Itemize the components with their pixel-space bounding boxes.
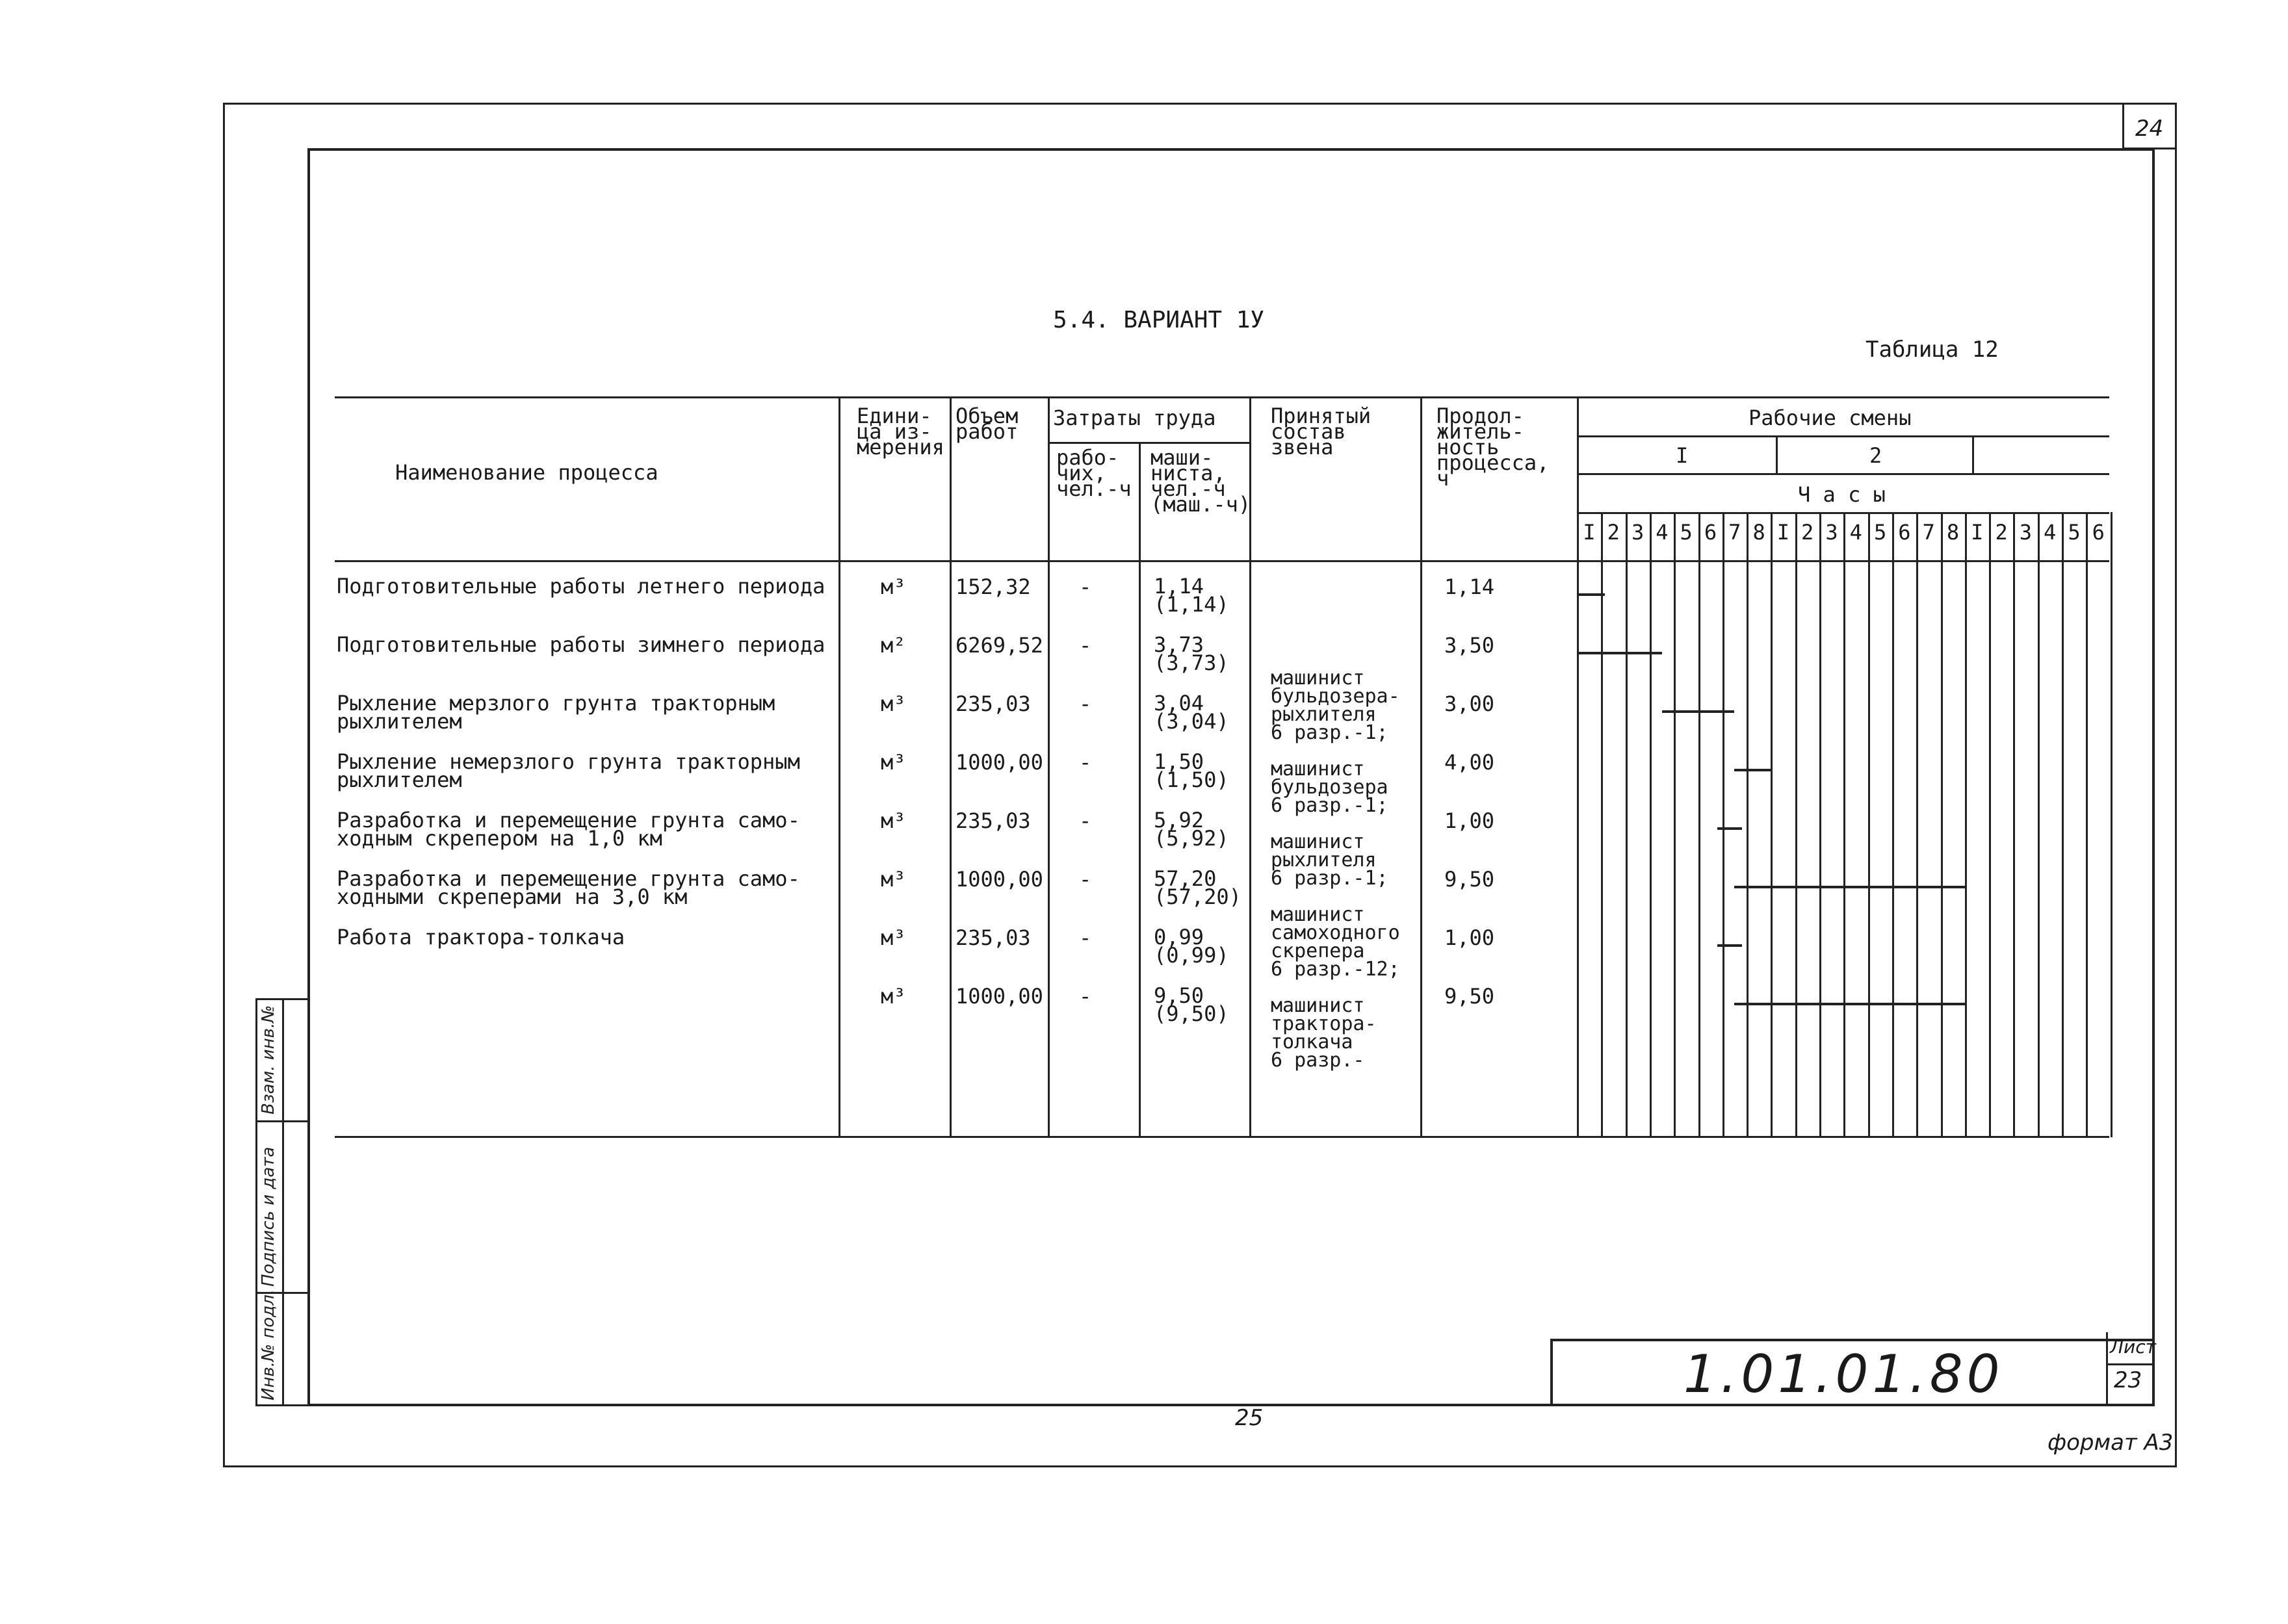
- hour-label: 5: [1873, 520, 1887, 545]
- cell-name: Работа трактора-толкача: [337, 925, 625, 949]
- cell-duration: 1,14: [1444, 574, 1495, 599]
- hour-label: 4: [2044, 520, 2057, 545]
- crew-composition: машинист бульдозера- рыхлителя 6 разр.-1; машинист бульдозера 6 разр.-1; машинист рыхлителя 6 разр.-1; машинист самоходного скрепера 6 разр.-12; машинист трактора- толкача 6 разр.-: [1271, 667, 1400, 1072]
- cell-duration: 1,00: [1444, 808, 1495, 833]
- cell-workers: -: [1079, 574, 1092, 599]
- cell-workers: -: [1079, 750, 1092, 775]
- hour-label: I: [1583, 520, 1596, 545]
- sheet-number: 23: [2114, 1367, 2142, 1393]
- hour-column-line: [1892, 512, 1894, 1137]
- table-label: Таблица 12: [1866, 337, 1999, 363]
- hour-column-line: [1843, 512, 1845, 1137]
- header-shift-2: 2: [1869, 443, 1882, 468]
- cell-duration: 4,00: [1444, 750, 1495, 775]
- section-title: 5.4. ВАРИАНТ 1У: [1053, 307, 1265, 333]
- gantt-bar: [1734, 1003, 1964, 1005]
- cell-duration: 3,50: [1444, 633, 1495, 658]
- cell-name: Подготовительные работы летнего периода: [337, 574, 826, 599]
- header-crew: Принятый состав звена: [1271, 404, 1372, 459]
- cell-machinists: 9,50 (9,50): [1154, 983, 1229, 1026]
- sheet-label: Лист: [2110, 1336, 2156, 1358]
- header-labor: Затраты труда: [1053, 406, 1216, 430]
- header-duration: Продол- житель- ность процесса, ч: [1436, 404, 1550, 491]
- cell-machinists: 3,73 (3,73): [1154, 632, 1229, 675]
- gantt-bar: [1717, 944, 1741, 947]
- hour-label: 7: [1728, 520, 1741, 545]
- hour-label: 8: [1946, 520, 1960, 545]
- hour-column-line: [1916, 512, 1918, 1137]
- header-labor-machinists: маши- ниста, чел.-ч (маш.-ч): [1150, 445, 1251, 517]
- cell-volume: 152,32: [956, 574, 1031, 599]
- cell-volume: 235,03: [956, 691, 1031, 716]
- cell-volume: 235,03: [956, 808, 1031, 833]
- hour-label: 3: [2019, 520, 2033, 545]
- hour-label: 6: [1898, 520, 1911, 545]
- hour-column-line: [1795, 512, 1797, 1137]
- hour-label: I: [1776, 520, 1790, 545]
- cell-unit: м³: [881, 925, 906, 950]
- cell-machinists: 57,20 (57,20): [1154, 866, 1242, 909]
- hour-column-line: [1965, 512, 1967, 1137]
- header-volume: Объем работ: [956, 404, 1019, 444]
- format-label: формат А3: [2048, 1430, 2174, 1456]
- header-unit: Едини- ца из- мерения: [857, 404, 944, 459]
- hour-label: 5: [2068, 520, 2081, 545]
- cell-name: Рыхление немерзлого грунта тракторным рыхлителем: [337, 749, 800, 792]
- page-number: 25: [1235, 1405, 1264, 1431]
- cell-machinists: 3,04 (3,04): [1154, 691, 1229, 734]
- cell-workers: -: [1079, 925, 1092, 950]
- cell-duration: 9,50: [1444, 867, 1495, 892]
- cell-unit: м³: [881, 750, 906, 775]
- cell-unit: м³: [881, 867, 906, 892]
- hour-label: 5: [1680, 520, 1693, 545]
- hour-label: 6: [1704, 520, 1717, 545]
- cell-unit: м³: [881, 984, 906, 1009]
- hour-column-line: [1722, 512, 1724, 1137]
- hour-label: 7: [1922, 520, 1935, 545]
- gantt-bar: [1717, 827, 1741, 830]
- hour-label: 3: [1631, 520, 1644, 545]
- cell-workers: -: [1079, 691, 1092, 716]
- cell-workers: -: [1079, 633, 1092, 658]
- cell-unit: м³: [881, 691, 906, 716]
- hour-column-line: [2111, 512, 2112, 1137]
- hour-label: I: [1971, 520, 1984, 545]
- hour-label: 6: [2092, 520, 2105, 545]
- hour-column-line: [1868, 512, 1870, 1137]
- hour-column-line: [1650, 512, 1652, 1137]
- hour-column-line: [1771, 512, 1773, 1137]
- document-code: 1.01.01.80: [1684, 1344, 2004, 1404]
- cell-unit: м³: [881, 808, 906, 833]
- cell-volume: 1000,00: [956, 984, 1043, 1009]
- hour-column-line: [2038, 512, 2040, 1137]
- gantt-bar: [1577, 652, 1662, 654]
- cell-name: Подготовительные работы зимнего периода: [337, 632, 826, 657]
- gantt-bar: [1734, 886, 1964, 888]
- gantt-bar: [1662, 710, 1735, 713]
- hour-column-line: [2062, 512, 2064, 1137]
- cell-name: Рыхление мерзлого грунта тракторным рыхлителем: [337, 691, 775, 734]
- stamp-signature-date: Подпись и дата: [259, 1146, 278, 1287]
- cell-workers: -: [1079, 867, 1092, 892]
- hour-column-line: [2086, 512, 2088, 1137]
- hour-column-line: [1819, 512, 1821, 1137]
- corner-sheet-number: 24: [2135, 116, 2164, 142]
- stamp-inv-original: Инв.№ подл.: [259, 1289, 278, 1400]
- hour-column-line: [1601, 512, 1603, 1137]
- cell-duration: 1,00: [1444, 925, 1495, 950]
- hour-column-line: [1989, 512, 1991, 1137]
- hour-column-line: [1626, 512, 1628, 1137]
- hour-label: 2: [1607, 520, 1620, 545]
- cell-name: Разработка и перемещение грунта само- ходными скреперами на 3,0 км: [337, 866, 800, 909]
- cell-volume: 1000,00: [956, 867, 1043, 892]
- header-shifts: Рабочие смены: [1748, 406, 1912, 430]
- header-shift-1: I: [1676, 443, 1689, 468]
- cell-volume: 6269,52: [956, 633, 1043, 658]
- stamp-replace-inv: Взам. инв.№: [259, 1005, 278, 1115]
- hour-column-line: [1698, 512, 1700, 1137]
- header-hours: Ч а с ы: [1798, 482, 1886, 507]
- hour-label: 4: [1849, 520, 1862, 545]
- cell-volume: 235,03: [956, 925, 1031, 950]
- cell-workers: -: [1079, 808, 1092, 833]
- hour-label: 4: [1656, 520, 1669, 545]
- cell-duration: 3,00: [1444, 691, 1495, 716]
- hour-label: 2: [1801, 520, 1814, 545]
- cell-volume: 1000,00: [956, 750, 1043, 775]
- gantt-bar: [1577, 593, 1605, 596]
- cell-machinists: 5,92 (5,92): [1154, 808, 1229, 851]
- hour-column-line: [1941, 512, 1943, 1137]
- cell-machinists: 0,99 (0,99): [1154, 925, 1229, 968]
- hour-label: 2: [1995, 520, 2008, 545]
- gantt-bar: [1734, 769, 1771, 771]
- header-labor-workers: рабо- чих, чел.-ч: [1056, 445, 1132, 501]
- cell-machinists: 1,50 (1,50): [1154, 749, 1229, 792]
- cell-duration: 9,50: [1444, 984, 1495, 1009]
- hour-column-line: [1747, 512, 1748, 1137]
- header-name: Наименование процесса: [395, 460, 658, 485]
- hour-column-line: [1674, 512, 1676, 1137]
- hour-label: 3: [1825, 520, 1838, 545]
- hour-column-line: [2013, 512, 2015, 1137]
- outer-border-right: [2175, 103, 2177, 1467]
- cell-unit: м²: [881, 633, 906, 658]
- cell-name: Разработка и перемещение грунта само- ходным скрепером на 1,0 км: [337, 808, 800, 851]
- cell-unit: м³: [881, 574, 906, 599]
- cell-workers: -: [1079, 984, 1092, 1009]
- hour-label: 8: [1752, 520, 1765, 545]
- cell-machinists: 1,14 (1,14): [1154, 574, 1229, 617]
